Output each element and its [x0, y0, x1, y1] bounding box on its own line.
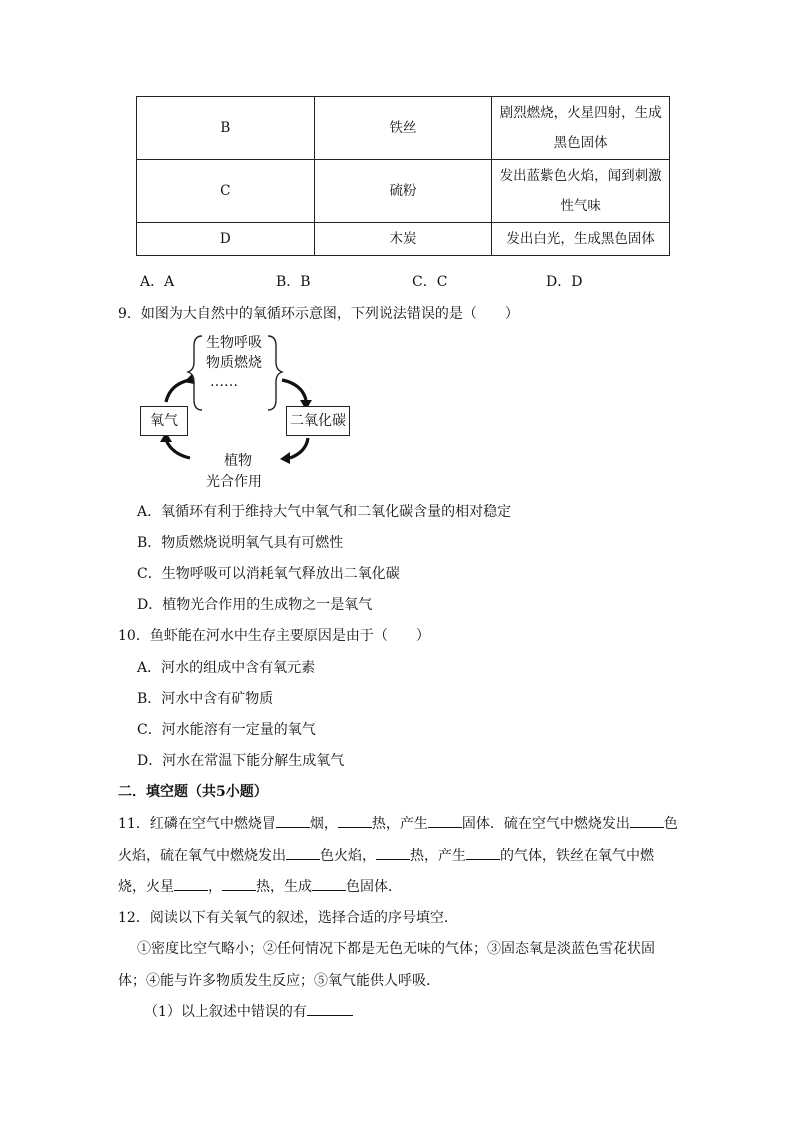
diagram-item-ellipsis: …… [210, 374, 238, 390]
phenomenon-cell [492, 97, 670, 160]
substance-cell: 硫粉 [314, 160, 492, 223]
arrow-bottom-to-oxygen [166, 440, 190, 458]
q11-text: 火焰，硫在氧气中燃烧发出 [118, 848, 286, 864]
left-brace [188, 336, 202, 410]
q9-option-a[interactable]: A．氧循环有利于维持大气中氧气和二氧化碳含量的相对稳定 [137, 504, 512, 520]
phenomenon-line: 性气味 [560, 198, 601, 214]
q12-stem: 12．阅读以下有关氧气的叙述，选择合适的序号填空． [118, 910, 458, 926]
q11-text: 色固体． [346, 879, 402, 895]
answer-blank[interactable] [428, 813, 462, 828]
option-cell: B [137, 97, 315, 160]
q11-line-3 [118, 876, 402, 896]
q9-option-d[interactable]: D．植物光合作用的生成物之一是氧气 [137, 597, 373, 613]
section-heading: 二．填空题（共5小题） [118, 784, 268, 800]
q10-option-d[interactable]: D．河水在常温下能分解生成氧气 [137, 753, 345, 769]
option-cell: C [137, 160, 315, 223]
q11-text: 的气体，铁丝在氧气中燃 [500, 848, 654, 864]
q10-option-c[interactable]: C．河水能溶有一定量的氧气 [137, 722, 316, 738]
arrow-oxygen-to-top [166, 380, 190, 402]
q11-line-2 [118, 845, 654, 865]
answer-blank[interactable] [376, 845, 410, 860]
q11-text: 色火焰， [320, 848, 376, 864]
q9-option-b[interactable]: B．物质燃烧说明氧气具有可燃性 [137, 535, 344, 551]
answer-blank[interactable] [276, 813, 310, 828]
arrowhead [280, 452, 290, 464]
table-row [137, 97, 670, 160]
q11-text: 色 [663, 816, 678, 832]
q12-statements-line-2: 体；④能与许多物质发生反应；⑤氧气能供人呼吸． [118, 973, 440, 989]
q11-text: 热，生成 [256, 879, 312, 895]
diagram-item-combustion: 物质燃烧 [206, 355, 262, 371]
experiment-table [136, 96, 670, 256]
q10-option-b[interactable]: B．河水中含有矿物质 [137, 691, 274, 707]
phenomenon-line: 黑色固体 [553, 135, 608, 151]
substance-cell: 木炭 [314, 223, 492, 256]
phenomenon-line: 剧烈燃烧，火星四射，生成 [499, 105, 662, 121]
phenomenon-line: 发出白光，生成黑色固体 [506, 231, 655, 247]
q11-text: 固体．硫在空气中燃烧发出 [461, 816, 630, 832]
option-b[interactable]: B．B [276, 274, 311, 290]
substance-cell: 铁丝 [314, 97, 492, 160]
oxygen-box: 氧气 [140, 406, 188, 436]
q11-line-1 [118, 813, 678, 833]
q12-statements-line-1: ①密度比空气略小；②任何情况下都是无色无味的气体；③固态氧是淡蓝色雪花状固 [137, 941, 655, 957]
arrow-top-to-co2 [282, 380, 306, 400]
q11-text: 11．红磷在空气中燃烧冒 [118, 816, 276, 832]
option-cell: D [137, 223, 315, 256]
q10-stem: 10．鱼虾能在河水中生存主要原因是由于（ ） [118, 628, 430, 644]
q11-text: 烟， [309, 816, 338, 832]
answer-blank[interactable] [312, 876, 346, 891]
diagram-item-photosynthesis: 光合作用 [206, 474, 262, 490]
q11-text: 热，产生 [371, 816, 428, 832]
diagram-item-plant: 植物 [224, 453, 252, 469]
q12-sub1-text: （1）以上叙述中错误的有 [144, 1004, 307, 1020]
q11-text: 烧，火星 [118, 879, 174, 895]
oxygen-cycle-diagram [136, 330, 366, 495]
answer-blank[interactable] [286, 845, 320, 860]
phenomenon-cell [492, 223, 670, 256]
arrow-co2-to-bottom [290, 438, 308, 458]
option-a[interactable]: A．A [140, 274, 175, 290]
answer-blank[interactable] [222, 876, 256, 891]
answer-blank[interactable] [174, 876, 208, 891]
diagram-item-respiration: 生物呼吸 [206, 335, 262, 351]
q12-sub-1 [144, 1001, 353, 1021]
option-d[interactable]: D．D [546, 274, 583, 290]
answer-blank[interactable] [338, 813, 372, 828]
co2-box: 二氧化碳 [286, 406, 350, 436]
table-row [137, 160, 670, 223]
phenomenon-line: 发出蓝紫色火焰，闻到刺激 [499, 168, 662, 184]
q11-text: ， [208, 879, 222, 895]
q9-option-c[interactable]: C．生物呼吸可以消耗氧气释放出二氧化碳 [137, 566, 400, 582]
option-c[interactable]: C．C [412, 274, 448, 290]
answer-blank[interactable] [466, 845, 500, 860]
answer-blank[interactable] [307, 1001, 353, 1016]
answer-blank[interactable] [630, 813, 664, 828]
q9-stem: 9．如图为大自然中的氧循环示意图，下列说法错误的是（ ） [118, 306, 519, 322]
right-brace [268, 336, 282, 410]
phenomenon-cell [492, 160, 670, 223]
table-row [137, 223, 670, 256]
q10-option-a[interactable]: A．河水的组成中含有氧元素 [137, 660, 316, 676]
q11-text: 热，产生 [410, 848, 466, 864]
